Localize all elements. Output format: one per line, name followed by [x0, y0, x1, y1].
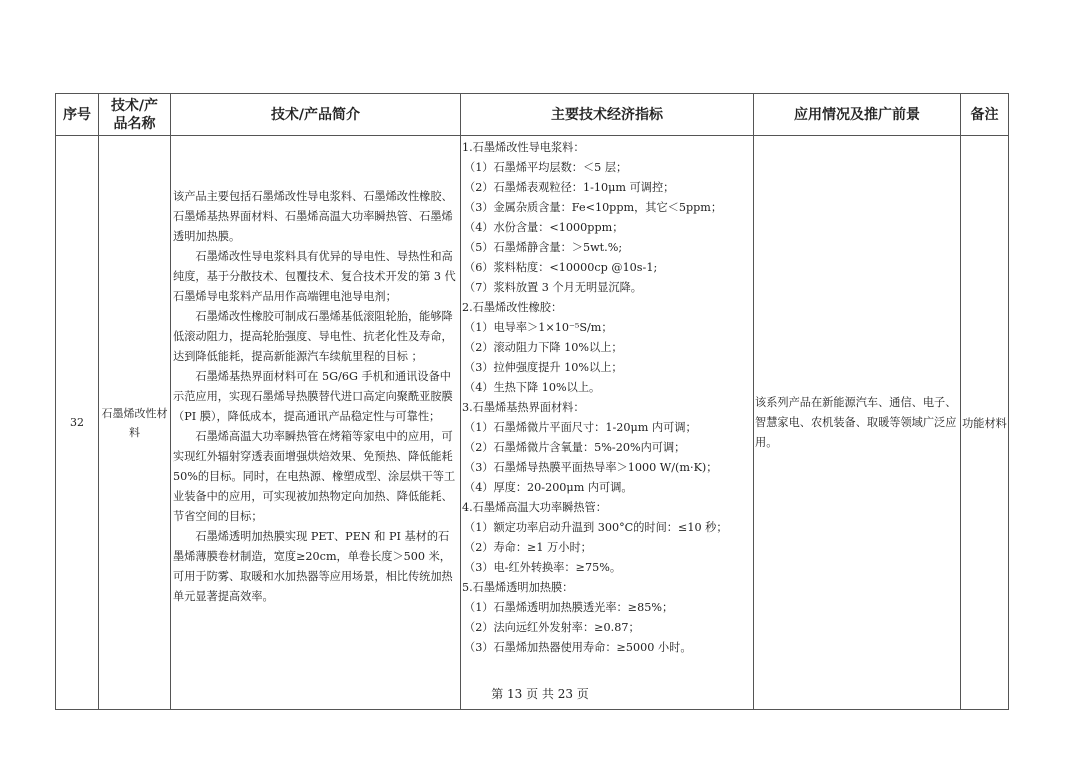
metric-item: （3）石墨烯导热膜平面热导率＞1000 W/(m·K)；: [464, 461, 718, 474]
metric-item: （4）厚度：20-200μm 内可调。: [464, 481, 633, 494]
product-description: [171, 136, 461, 710]
metric-group-title: 4.石墨烯高温大功率瞬热管：: [462, 501, 607, 514]
metric-item: （3）拉伸强度提升 10%以上；: [464, 361, 623, 374]
description-paragraph: 该产品主要包括石墨烯改性导电浆料、石墨烯改性橡胶、石墨烯基热界面材料、石墨烯高温大功率瞬热管、石墨烯透明加热膜。: [173, 190, 453, 243]
page-number: 第 13 页 共 23 页: [491, 687, 589, 701]
metric-item: （3）金属杂质含量：Fe<10ppm，其它＜5ppm；: [464, 201, 723, 214]
metric-item: （4）水份含量：<1000ppm；: [464, 221, 624, 234]
technical-metrics: [461, 136, 754, 710]
metric-item: （7）浆料放置 3 个月无明显沉降。: [464, 281, 642, 294]
metric-item: （2）法向远红外发射率：≥0.87；: [464, 621, 640, 634]
description-paragraph: 石墨烯基热界面材料可在 5G/6G 手机和通讯设备中示范应用，实现石墨烯导热膜替代进口高定向聚酰亚胺膜（PI 膜），降低成本，提高通讯产品稳定性与可靠性；: [173, 370, 453, 423]
description-paragraph: 石墨烯透明加热膜实现 PET、PEN 和 PI 基材的石墨烯薄膜卷材制造，宽度≥20cm，单卷长度＞500 米，可用于防雾、取暖和水加热器等应用场景，相比传统加热单元显著提高效率。: [173, 530, 453, 603]
header-description: 技术/产品简介: [171, 94, 461, 136]
metric-group-title: 2.石墨烯改性橡胶：: [462, 301, 563, 314]
header-number: 序号: [56, 94, 99, 136]
metric-item: （5）石墨烯静含量：＞5wt.%;: [464, 241, 623, 254]
header-name: 技术/产品名称: [99, 94, 171, 136]
technology-table: [55, 93, 1009, 710]
metric-item: （2）石墨烯表观粒径：1-10μm 可调控；: [464, 181, 675, 194]
description-paragraph: 石墨烯改性橡胶可制成石墨烯基低滚阻轮胎，能够降低滚动阻力，提高轮胎强度、导电性、抗老化性及寿命，达到降低能耗，提高新能源汽车续航里程的目标 ；: [173, 310, 453, 363]
product-name: 石墨烯改性材料: [99, 136, 171, 710]
metric-item: （3）石墨烯加热器使用寿命：≥5000 小时。: [464, 641, 692, 654]
row-number: 32: [56, 136, 99, 710]
metric-item: （6）浆料粘度：<10000cp @10s-1;: [464, 261, 658, 274]
metric-item: （1）石墨烯透明加热膜透光率：≥85%；: [464, 601, 674, 614]
note: 功能材料: [961, 136, 1009, 710]
description-paragraph: 石墨烯高温大功率瞬热管在烤箱等家电中的应用，可实现红外辐射穿透表面增强烘焙效果、免预热、降低能耗 50%的目标。同时，在电热源、橡塑成型、涂层烘干等工业装备中的应用，可实现被加热物定向加热、降低能耗、节省空间的目标；: [173, 430, 456, 523]
header-metrics: 主要技术经济指标: [461, 94, 754, 136]
metric-group-title: 1.石墨烯改性导电浆料：: [462, 141, 585, 154]
metric-item: （3）电-红外转换率：≥75%。: [464, 561, 622, 574]
metric-group-title: 3.石墨烯基热界面材料：: [462, 401, 585, 414]
metric-group-title: 5.石墨烯透明加热膜：: [462, 581, 574, 594]
header-note: 备注: [961, 94, 1009, 136]
table-row: [56, 136, 1009, 710]
metric-item: （1）电导率＞1×10⁻⁵S/m；: [464, 321, 613, 334]
header-application: 应用情况及推广前景: [754, 94, 961, 136]
metric-item: （2）石墨烯微片含氧量：5%-20%内可调；: [464, 441, 686, 454]
metric-item: （1）石墨烯微片平面尺寸：1-20μm 内可调；: [464, 421, 697, 434]
metric-item: （1）石墨烯平均层数：＜5 层；: [464, 161, 628, 174]
metric-item: （4）生热下降 10%以上。: [464, 381, 601, 394]
metric-item: （1）额定功率启动升温到 300°C的时间：≤10 秒；: [464, 521, 728, 534]
application-prospects: 该系列产品在新能源汽车、通信、电子、智慧家电、农机装备、取暖等领域广泛应用。: [754, 136, 961, 710]
description-paragraph: 石墨烯改性导电浆料具有优异的导电性、导热性和高纯度，基于分散技术、包覆技术、复合技术开发的第 3 代石墨烯导电浆料产品用作高端锂电池导电剂；: [173, 250, 456, 303]
table-header-row: [56, 94, 1009, 136]
metric-item: （2）寿命：≥1 万小时；: [464, 541, 592, 554]
metric-item: （2）滚动阻力下降 10%以上；: [464, 341, 623, 354]
